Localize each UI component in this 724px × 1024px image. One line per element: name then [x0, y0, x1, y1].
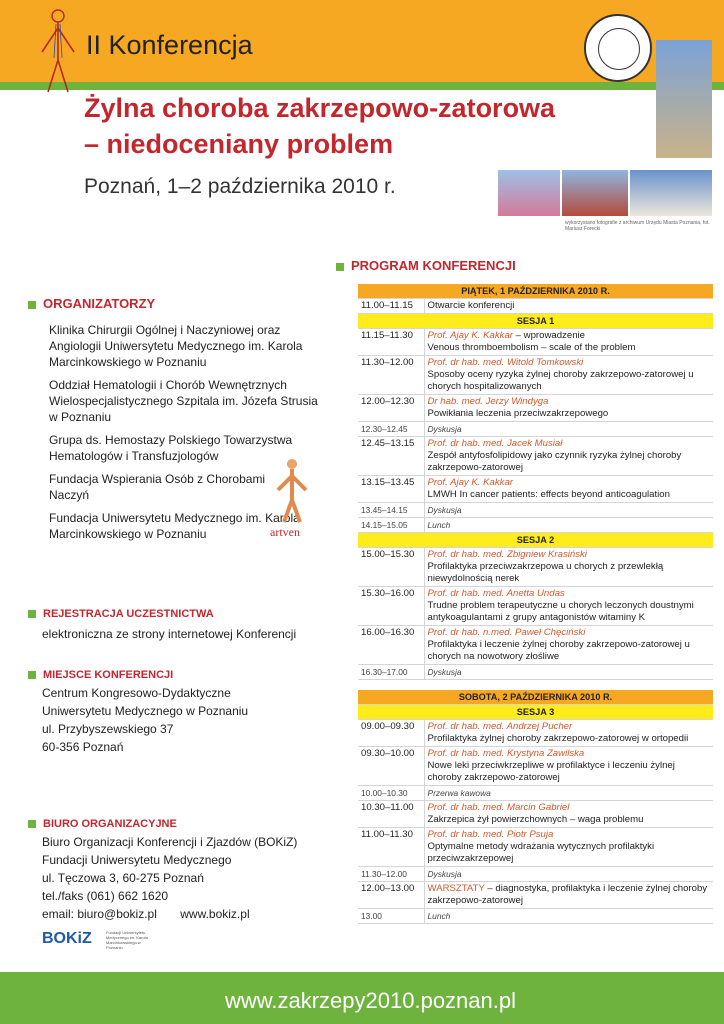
- program-heading: PROGRAM KONFERENCJI: [336, 258, 516, 273]
- table-row: 12.00–13.00 WARSZTATY – diagnostyka, profilaktyka i leczenie żylnej choroby zakrzepowo-zatorowej: [358, 881, 713, 908]
- table-row: 11.00–11.15 Otwarcie konferencji: [358, 299, 713, 314]
- table-row: 13.45–14.15 Dyskusja: [358, 503, 713, 518]
- table-row: 16.00–16.30 Prof. dr hab. n.med. Paweł Chęciński Profilaktyka i leczenie żylnej choroby zakrzepowo-zatorowej u chorych na nowotwory złośliwe: [358, 626, 713, 665]
- table-row: 09.00–09.30 Prof. dr hab. med. Andrzej Pucher Profilaktyka żylnej choroby zakrzepowo-zatorowej w ortopedii: [358, 719, 713, 746]
- day-header: PIĄTEK, 1 PAŹDZIERNIKA 2010 R.: [358, 284, 713, 299]
- session-header: SESJA 1: [358, 314, 713, 329]
- table-row: 11.30–12.00 Dyskusja: [358, 866, 713, 881]
- list-item: Fundacja Uniwersytetu Medycznego im. Karola Marcinkowskiego w Poznaniu: [49, 511, 300, 541]
- session-header: SESJA 2: [358, 533, 713, 548]
- place-date: Poznań, 1–2 października 2010 r.: [84, 175, 396, 198]
- photo-credit: wykorzystano fotografie z archiwum Urzędu Miasta Poznania, fot. Mariusz Forecki: [565, 220, 710, 232]
- header-stripe: [0, 82, 724, 90]
- registration-heading: REJESTRACJA UCZESTNICTWA: [28, 608, 214, 620]
- footer-band: [0, 972, 724, 1024]
- table-row: 12.00–12.30 Dr hab. med. Jerzy Windyga Powikłania leczenia przeciwzakrzepowego: [358, 395, 713, 422]
- office-address: Biuro Organizacji Konferencji i Zjazdów (BOKiZ) Fundacji Uniwersytetu Medycznego ul. Tęczowa 3, 60-275 Poznań tel./faks (061) 662 1620 email: biuro@bokiz.pl www.bokiz.pl: [42, 835, 298, 921]
- venue-heading: MIEJSCE KONFERENCJI: [28, 669, 173, 681]
- city-church-photo: [498, 170, 560, 216]
- conference-label: II Konferencja: [86, 30, 253, 60]
- city-tower-photo: [656, 40, 712, 158]
- list-item: Klinika Chirurgii Ogólnej i Naczyniowej oraz Angiologii Uniwersytetu Medycznego im. Karola Marcinkowskiego w Poznaniu: [49, 323, 303, 369]
- vein-figure-icon: [36, 8, 80, 94]
- registration-text: elektroniczna ze strony internetowej Konferencji: [42, 627, 297, 641]
- office-website-link[interactable]: www.bokiz.pl: [180, 907, 250, 921]
- table-row: 09.30–10.00 Prof. dr hab. med. Krystyna Zawilska Nowe leki przeciwkrzepliwe w profilaktyce i leczeniu żylnej choroby zakrzepowo-zatorowej: [358, 746, 713, 785]
- list-item: Fundacja Wspierania Osób z Chorobami Naczyń: [49, 472, 266, 502]
- venue-address: Centrum Kongresowo-Dydaktyczne Uniwersytetu Medycznego w Poznaniu ul. Przybyszewskiego 37 60-356 Poznań: [42, 686, 249, 754]
- table-row: 10.30–11.00 Prof. dr hab. med. Marcin Gabriel Zakrzepica żył powierzchownych – waga problemu: [358, 800, 713, 827]
- table-row: 15.00–15.30 Prof. dr hab. med. Zbigniew Krasiński Profilaktyka przeciwzakrzepowa u chorych z przewlekłą niewydolnością nerek: [358, 548, 713, 587]
- table-row: 16.30–17.00 Dyskusja: [358, 665, 713, 680]
- table-row: 10.00–10.30 Przerwa kawowa: [358, 785, 713, 800]
- table-row: 15.30–16.00 Prof. dr hab. med. Anetta Undas Trudne problem terapeutyczne u chorych leczonych doustnymi antykoagulantami z grupy antagonistów witaminy K: [358, 587, 713, 626]
- list-item: Grupa ds. Hemostazy Polskiego Towarzystwa Hematologów i Transfuzjologów: [49, 433, 293, 463]
- city-hall-photo: [562, 170, 628, 216]
- artven-logo: [270, 456, 318, 538]
- table-row: 11.30–12.00 Prof. dr hab. med. Witold Tomkowski Sposoby oceny ryzyka żylnej choroby zakrzepowo-zatorowej u chorych hospitalizowanych: [358, 356, 713, 395]
- office-heading: BIURO ORGANIZACYJNE: [28, 818, 177, 830]
- bokiz-logo: BOKiZ: [42, 930, 92, 947]
- artven-text: artven: [270, 525, 300, 538]
- page-title: Żylna choroba zakrzepowo-zatorowa – niedoceniany problem: [84, 93, 556, 159]
- bullet-square-icon: [28, 301, 36, 309]
- university-seal-icon: [584, 14, 652, 82]
- program-table: [358, 284, 713, 924]
- bullet-square-icon: [336, 263, 344, 271]
- conference-website-link[interactable]: www.zakrzepy2010.poznan.pl: [224, 988, 516, 1013]
- list-item: Oddział Hematologii i Chorób Wewnętrznych Wielospecjalistycznego Szpitala im. Józefa Strusia w Poznaniu: [49, 378, 318, 424]
- table-row: 11.15–11.30 Prof. Ajay K. Kakkar – wprowadzenie Venous thromboembolism – scale of the problem: [358, 329, 713, 356]
- office-email[interactable]: email: biuro@bokiz.pl: [42, 907, 157, 921]
- organizers-heading: ORGANIZATORZY: [28, 296, 155, 311]
- day-header: SOBOTA, 2 PAŹDZIERNIKA 2010 R.: [358, 690, 713, 705]
- city-modern-photo: [630, 170, 712, 216]
- table-row: 14.15–15.05 Lunch: [358, 518, 713, 533]
- table-row: 12.45–13.15 Prof. dr hab. med. Jacek Musiał Zespół antyfosfolipidowy jako czynnik ryzyka żylnej choroby zakrzepowo-zatorowej: [358, 437, 713, 476]
- bullet-square-icon: [28, 671, 36, 679]
- table-row: 11.00–11.30 Prof. dr hab. med. Piotr Psuja Optymalne metody wdrażania wytycznych profilaktyki przeciwzakrzepowej: [358, 827, 713, 866]
- bullet-square-icon: [28, 820, 36, 828]
- table-row: 13.15–13.45 Prof. Ajay K. Kakkar LMWH In cancer patients: effects beyond anticoagulation: [358, 476, 713, 503]
- session-header: SESJA 3: [358, 704, 713, 719]
- bullet-square-icon: [28, 610, 36, 618]
- table-row: 13.00 Lunch: [358, 908, 713, 923]
- table-row: 12.30–12.45 Dyskusja: [358, 422, 713, 437]
- bokiz-logo-subtitle: Fundacji Uniwersytetu Medycznego im. Karola Marcinkowskiego w Poznaniu: [106, 930, 148, 950]
